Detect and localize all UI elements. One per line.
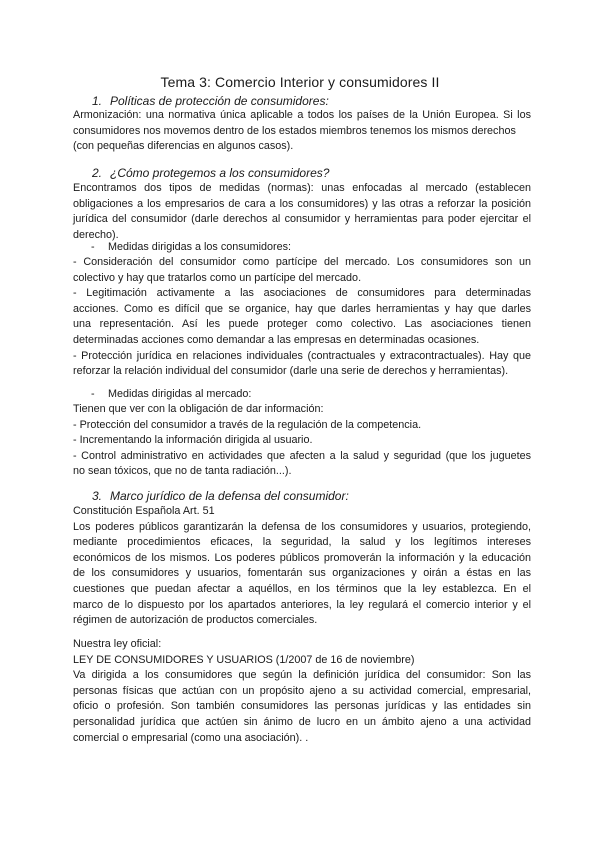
text-line: - Protección jurídica en relaciones individuales (contractuales y extracontractuales). Hay que — [73, 349, 531, 362]
text-line: - Incrementando la información dirigida al usuario. — [73, 434, 313, 447]
text-line: personas físicas que actúan con un propósito ajeno a su actividad comercial, empresarial, — [73, 684, 531, 697]
text-line: (con pequeñas diferencias en algunos casos). — [73, 140, 294, 153]
page-title: Tema 3: Comercio Interior y consumidores II — [160, 74, 440, 90]
bullet-consumers: - Medidas dirigidas a los consumidores: — [91, 241, 292, 253]
text-line: Va dirigida a los consumidores que según la definición jurídica del consumidor: Son las — [73, 669, 531, 682]
section-1-paragraph — [73, 108, 531, 155]
text-line: mediante procedimientos eficaces, la seguridad, la salud y los legítimos intereses — [73, 536, 531, 549]
section-heading-3: 3. Marco jurídico de la defensa del consumidor: — [92, 489, 349, 503]
text-line: - Legitimación activamente a las asociaciones de consumidores para determinadas — [73, 287, 531, 300]
consumer-measures-list — [73, 255, 531, 380]
section-2-intro — [73, 181, 531, 243]
text-line: comercial o empresarial (como una asociación). . — [73, 731, 309, 744]
constitution-label: Constitución Española Art. 51 — [73, 505, 215, 517]
law-label: Nuestra ley oficial: — [73, 638, 162, 650]
text-line: oficio o profesión. Son también consumidores las personas jurídicas y las entidades sin — [73, 700, 531, 713]
bullet-market: - Medidas dirigidas al mercado: — [91, 388, 252, 400]
text-line: colectivo y hay que tratarlos como un partícipe del mercado. — [73, 271, 362, 284]
text-line: personalidad jurídica que actúen sin ánimo de lucro en un ámbito ajeno a una actividad — [73, 715, 531, 728]
text-line: cuestiones que puedan afectar a aquéllos, en los términos que la ley establezca. En el — [73, 582, 531, 595]
text-line: acciones. Como es difícil que se organice, hay que darles herramientas y hay que darles — [73, 302, 531, 315]
text-line: marco de lo dispuesto por los apartados anteriores, la ley regulará el comercio interior y el — [73, 598, 531, 611]
text-line: Los poderes públicos garantizarán la defensa de los consumidores y usuarios, protegiendo, — [73, 520, 531, 533]
text-line: Armonización: una normativa única aplicable a todos los países de la Unión Europea. Si los — [73, 109, 531, 121]
text-line: de los consumidores y usuarios, fomentarán sus organizaciones y oirán a éstas en las — [73, 567, 531, 580]
text-line: Encontramos dos tipos de medidas (normas): unas enfocadas al mercado (establecen — [73, 182, 531, 194]
text-line: consumidores nos movemos dentro de los estados miembros tenemos los mismos derechos — [73, 124, 516, 137]
market-measures-list — [73, 402, 531, 480]
text-line: - Control administrativo en actividades que afecten a la salud y seguridad (que los juguetes — [73, 449, 531, 462]
text-line: determinadas acciones como demandar a las empresas en determinadas ocasiones. — [73, 333, 480, 346]
text-line: Tienen que ver con la obligación de dar información: — [73, 403, 324, 415]
text-line: económicos de los mismos. Los poderes públicos promoverán la información y la educación — [73, 551, 531, 564]
text-line: no sean tóxicos, que no de tanta radiación...). — [73, 465, 292, 478]
text-line: reforzar la relación individual del consumidor (darle una serie de derechos y herramientas). — [73, 365, 509, 378]
text-line: obligaciones a los empresarios de cara a los consumidores) y las otras a reforzar la posición — [73, 197, 531, 210]
section-heading-1: 1. Políticas de protección de consumidores: — [92, 94, 329, 108]
text-line: derecho). — [73, 228, 119, 241]
law-title: LEY DE CONSUMIDORES Y USUARIOS (1/2007 de 16 de noviembre) — [73, 653, 415, 666]
section-heading-2: 2. ¿Cómo protegemos a los consumidores? — [92, 166, 330, 180]
text-line: una representación. Así les puede proteger como colectivo. Las asociaciones tienen — [73, 318, 531, 331]
text-line: - Protección del consumidor a través de la regulación de la competencia. — [73, 418, 422, 431]
constitution-block — [73, 504, 531, 629]
law-block — [73, 637, 531, 746]
text-line: jurídica del consumidor (darle derechos al consumidor y herramientas para poder ejercitar el — [73, 213, 531, 226]
text-line: - Consideración del consumidor como partícipe del mercado. Los consumidores son un — [73, 256, 531, 268]
text-line: régimen de autorización de productos comerciales. — [73, 614, 318, 627]
